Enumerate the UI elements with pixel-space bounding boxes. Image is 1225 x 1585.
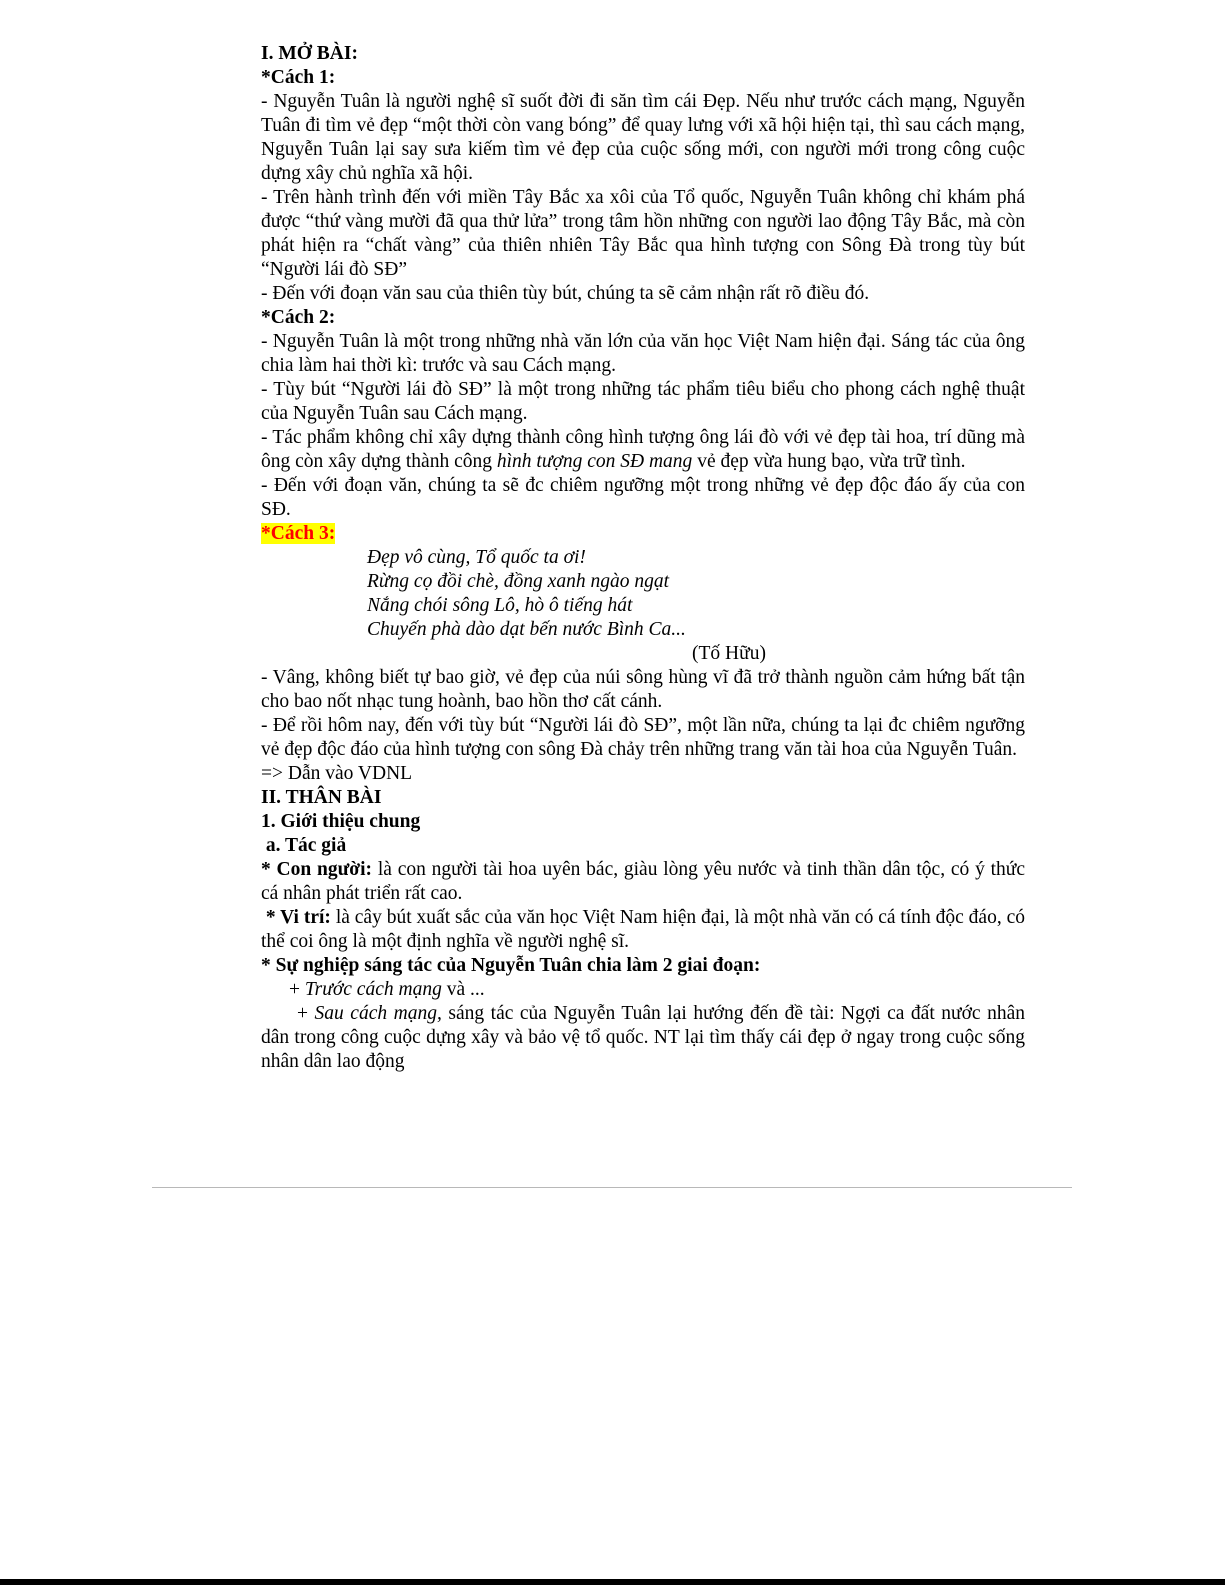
heading-cach-1: *Cách 1: — [261, 67, 336, 88]
italic-text: hình tượng con SĐ mang — [496, 451, 693, 472]
bottom-edge — [0, 1579, 1225, 1585]
heading-cach-2: *Cách 2: — [261, 307, 336, 328]
list-item — [261, 978, 1025, 1002]
paragraph — [261, 426, 1025, 474]
heading-su-nghiep: * Sự nghiệp sáng tác của Nguyễn Tuân chia làm 2 giai đoạn: — [261, 955, 761, 976]
text: là con người tài hoa uyên bác, giàu lòng yêu nước và tinh thần dân tộc, có ý thức cá nhân phát triển rất cao. — [261, 859, 1026, 904]
paragraph — [261, 858, 1025, 906]
poem-author: (Tố Hữu) — [692, 643, 766, 664]
paragraph: - Vâng, không biết tự bao giờ, vẻ đẹp của núi sông hùng vĩ đã trở thành nguồn cảm hứng bất tận cho bao nốt nhạc tung hoành, bao hồn thơ cất cánh. — [261, 667, 1025, 712]
paragraph: - Tùy bút “Người lái đò SĐ” là một trong những tác phẩm tiêu biểu cho phong cách nghệ thuật của Nguyễn Tuân sau Cách mạng. — [261, 379, 1025, 424]
poem-line: Đẹp vô cùng, Tổ quốc ta ơi! — [367, 547, 586, 568]
text: và ... — [441, 979, 485, 1000]
text: vẻ đẹp vừa hung bạo, vừa trữ tình. — [692, 451, 966, 472]
text: - Tác phẩm không chỉ xây dựng thành công hình tượng ông lái đò với vẻ đẹp tài hoa, trí dũng mà ông còn xây dựng thành công — [261, 427, 1025, 472]
heading-than-bai: II. THÂN BÀI — [261, 787, 382, 808]
page-divider — [152, 1187, 1072, 1188]
label-vi-tri: * Vi trí: — [261, 907, 331, 928]
poem-line: Rừng cọ đồi chè, đồng xanh ngào ngạt — [367, 571, 670, 592]
paragraph: - Nguyễn Tuân là một trong những nhà văn lớn của văn học Việt Nam hiện đại. Sáng tác của ông chia làm hai thời kì: trước và sau Cách mạng. — [261, 331, 1025, 376]
list-item — [261, 1002, 1025, 1074]
heading-tac-gia: a. Tác giả — [261, 835, 347, 856]
text: là cây bút xuất sắc của văn học Việt Nam hiện đại, là một nhà văn có cá tính độc đáo, có thể coi ông là một định nghĩa về người nghệ sĩ. — [261, 907, 1026, 952]
paragraph: - Đến với đoạn văn, chúng ta sẽ đc chiêm ngưỡng một trong những vẻ đẹp độc đáo ấy của con SĐ. — [261, 475, 1025, 520]
paragraph — [261, 906, 1025, 954]
document-page — [261, 42, 1025, 1074]
heading-cach-3 — [261, 522, 1025, 546]
highlighted-heading: Cách 3: — [270, 523, 336, 544]
italic-text: Trước cách mạng — [304, 979, 442, 1000]
highlight-star: * — [261, 523, 271, 544]
italic-text: Sau cách mạng, — [314, 1003, 442, 1024]
heading-mo-bai: I. MỞ BÀI: — [261, 43, 358, 64]
text: sáng tác của Nguyễn Tuân lại hướng đến đề tài: Ngợi ca đất nước nhân dân trong công cuộc dựng xây và bảo vệ tổ quốc. NT lại tìm thấy cái đẹp ở ngay trong cuộc sống nhân dân lao động — [261, 1003, 1025, 1072]
bullet: + — [297, 1003, 315, 1024]
paragraph: - Đến với đoạn văn sau của thiên tùy bút, chúng ta sẽ cảm nhận rất rõ điều đó. — [261, 283, 870, 304]
paragraph: => Dẫn vào VDNL — [261, 763, 413, 784]
heading-gioi-thieu: 1. Giới thiệu chung — [261, 811, 421, 832]
poem-line: Chuyến phà dào dạt bến nước Bình Ca... — [367, 619, 686, 640]
paragraph: - Nguyễn Tuân là người nghệ sĩ suốt đời đi săn tìm cái Đẹp. Nếu như trước cách mạng, Nguyễn Tuân đi tìm vẻ đẹp “một thời còn vang bóng” để quay lưng với xã hội hiện tại, thì sau cách mạng, Nguyễn Tuân lại say sưa kiếm tìm vẻ đẹp của cuộc sống mới, con người mới trong công cuộc dựng xây chủ nghĩa xã hội. — [261, 91, 1025, 184]
paragraph: - Trên hành trình đến với miền Tây Bắc xa xôi của Tổ quốc, Nguyễn Tuân không chỉ khám phá được “thứ vàng mười đã qua thử lửa” trong tâm hồn những con người lao động Tây Bắc, mà còn phát hiện ra “chất vàng” của thiên nhiên Tây Bắc qua hình tượng con Sông Đà trong tùy bút “Người lái đò SĐ” — [261, 187, 1025, 280]
label-con-nguoi: * Con người: — [261, 859, 373, 880]
paragraph: - Để rồi hôm nay, đến với tùy bút “Người lái đò SĐ”, một lần nữa, chúng ta lại đc chiêm ngưỡng vẻ đẹp độc đáo của hình tượng con sông Đà chảy trên những trang văn tài hoa của Nguyễn Tuân. — [261, 715, 1025, 760]
bullet: + — [289, 979, 305, 1000]
poem-line: Nắng chói sông Lô, hò ô tiếng hát — [367, 595, 633, 616]
